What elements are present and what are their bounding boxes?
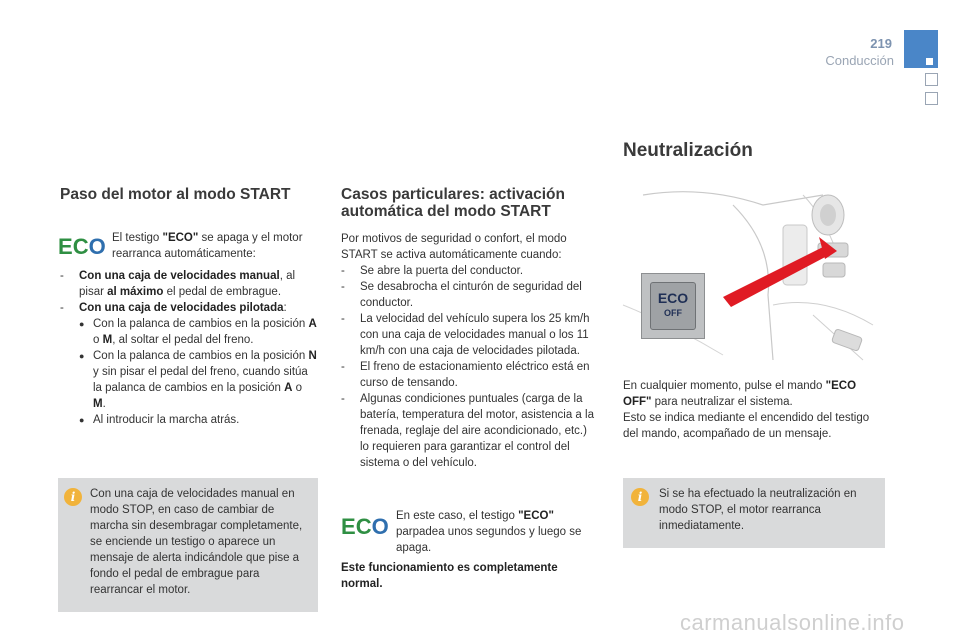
heading-particular-cases: Casos particulares: activación automática del modo START bbox=[341, 186, 565, 220]
eco-symbol-text: ECO bbox=[341, 514, 389, 539]
auto-start-intro: Por motivos de seguridad o confort, el modo START se activa automáticamente cuando: bbox=[341, 233, 567, 261]
eco-indicator-icon bbox=[58, 234, 106, 259]
list-item: - Se desabrocha el cinturón de seguridad del conductor. bbox=[341, 279, 599, 311]
dashboard-illustration bbox=[623, 185, 885, 365]
eco-off-key-sublabel: OFF bbox=[664, 308, 682, 318]
list-item: - Con una caja de velocidades manual, al pisar al máximo el pedal de embrague. bbox=[60, 268, 318, 300]
section-title: Conducción bbox=[825, 53, 894, 68]
info-note-manual bbox=[58, 478, 318, 612]
info-icon: i bbox=[631, 488, 649, 506]
eco-indicator-icon bbox=[341, 514, 389, 539]
eco-off-text: El testigo "ECO" se apaga y el motor rearranca automáticamente: bbox=[112, 232, 303, 260]
eco-off-key-label: ECO bbox=[657, 290, 689, 306]
sub-list-item: ● Con la palanca de cambios en la posición N y sin pisar el pedal del freno, cuando sitúa la palanca de cambios en la posición A o M. bbox=[79, 348, 318, 412]
eco-symbol-text: ECO bbox=[58, 234, 106, 259]
neutralize-instruction: En cualquier momento, pulse el mando "ECO OFF" para neutralizar el sistema. bbox=[623, 380, 857, 408]
list-item: - La velocidad del vehículo supera los 25 km/h con una caja de velocidades manual o los 11 km/h con una caja de velocidades pilotada. bbox=[341, 311, 599, 359]
sub-list-item: ● Con la palanca de cambios en la posición A o M, al soltar el pedal del freno. bbox=[79, 316, 318, 348]
list-item: - Algunas condiciones puntuales (carga de la batería, temperatura del motor, asistencia a la frenada, reglaje del aire acondicionado, etc.) lo requieren para garantizar el control del sistema o del vehículo. bbox=[341, 391, 599, 471]
page-number: 219 bbox=[870, 36, 892, 51]
list-item: - El freno de estacionamiento eléctrico está en curso de tensando. bbox=[341, 359, 599, 391]
heading-neutralization: Neutralización bbox=[623, 140, 753, 161]
eco-off-key bbox=[650, 282, 696, 330]
info-note-neutralization bbox=[623, 478, 885, 548]
start-conditions bbox=[60, 268, 318, 428]
heading-start-mode: Paso del motor al modo START bbox=[60, 186, 291, 203]
chapter-tab-empty bbox=[925, 92, 938, 105]
chapter-tab-marker bbox=[926, 58, 933, 65]
sub-list-item: ● Al introducir la marcha atrás. bbox=[79, 412, 318, 428]
neutralize-indication: Esto se indica mediante el encendido del testigo del mando, acompañado de un mensaje. bbox=[623, 412, 870, 440]
list-item: - Con una caja de velocidades pilotada: ● Con la palanca de cambios en la posición A o M, al soltar el pedal del freno. ● Con la palanca de cambios en la posición N y sin pisar el pedal del freno, cuando sitúa la palanca de cambios en la posición A o M. ● Al introducir la marcha atrás. bbox=[60, 300, 318, 428]
note-text: Con una caja de velocidades manual en modo STOP, en caso de cambiar de marcha sin desembragar completamente, se enciende un testigo o aparece un mensaje de alerta indicándole que pise a fondo el pedal de embrague para rearrancar el motor. bbox=[90, 488, 303, 596]
eco-blink-text: En este caso, el testigo "ECO" parpadea unos segundos y luego se apaga. bbox=[396, 510, 582, 554]
watermark: carmanualsonline.info bbox=[680, 610, 905, 635]
eco-off-button-illustration bbox=[641, 273, 705, 339]
list-item: - Se abre la puerta del conductor. bbox=[341, 263, 599, 279]
chapter-tab-empty bbox=[925, 73, 938, 86]
auto-start-conditions bbox=[341, 263, 599, 471]
info-icon: i bbox=[64, 488, 82, 506]
normal-operation-text: Este funcionamiento es completamente normal. bbox=[341, 562, 558, 590]
note-text: Si se ha efectuado la neutralización en modo STOP, el motor rearranca inmediatamente. bbox=[659, 488, 857, 532]
